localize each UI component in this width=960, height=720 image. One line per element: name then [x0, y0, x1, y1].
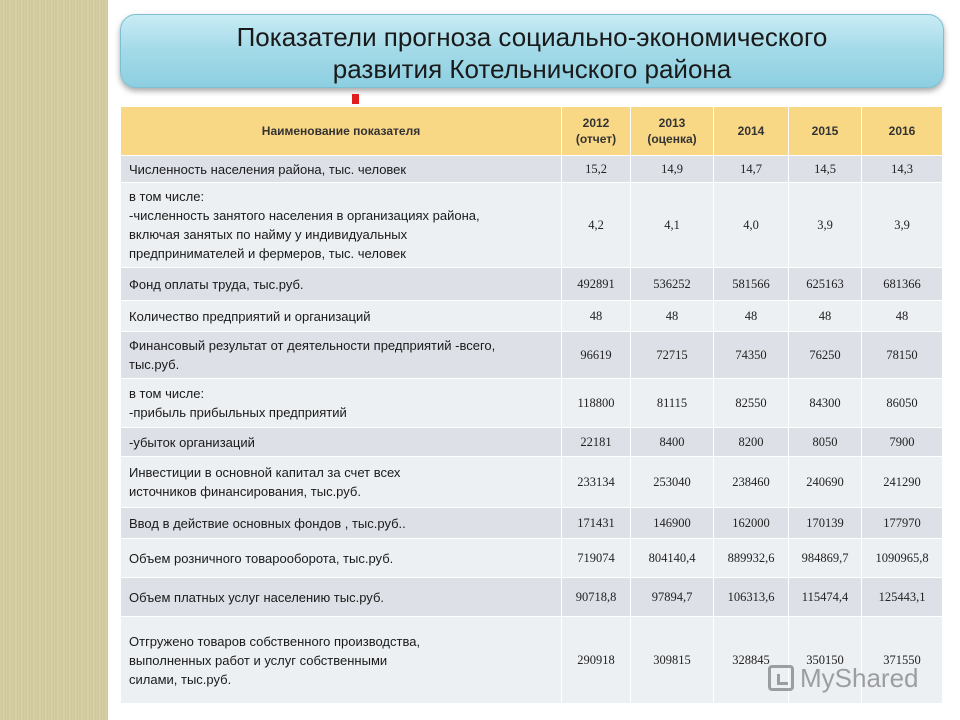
table-row	[121, 578, 942, 616]
row-label-line: Ввод в действие основных фондов , тыс.руб..	[129, 515, 406, 531]
header-indicator-name: Наименование показателя	[121, 107, 561, 155]
cell-2016: 177970	[862, 508, 942, 538]
cell-2015: 14,5	[789, 156, 861, 182]
cell-2015: 48	[789, 301, 861, 331]
row-label-line: источников финансирования, тыс.руб.	[129, 484, 361, 499]
header-2012	[562, 107, 630, 155]
table-header-row	[121, 107, 942, 155]
cell-2014: 889932,6	[714, 539, 788, 577]
cell-2013: 146900	[631, 508, 713, 538]
table-row	[121, 508, 942, 538]
header-2012-note: (отчет)	[575, 132, 617, 146]
row-label-line: -убыток организаций	[129, 434, 255, 450]
cell-2012: 719074	[562, 539, 630, 577]
cell-2013: 309815	[631, 617, 713, 703]
cell-2016: 48	[862, 301, 942, 331]
cell-2014: 328845	[714, 617, 788, 703]
table-row	[121, 332, 942, 378]
cell-2015: 625163	[789, 268, 861, 300]
cell-2015: 115474,4	[789, 578, 861, 616]
decorative-red-mark	[352, 94, 359, 104]
row-label	[121, 156, 561, 182]
cell-2016: 371550	[862, 617, 942, 703]
row-label-line: Финансовый результат от деятельности предприятий -всего,	[129, 338, 496, 353]
table-row	[121, 156, 942, 182]
row-label-line: предпринимателей и фермеров, тыс. человек	[129, 246, 406, 261]
cell-2013: 536252	[631, 268, 713, 300]
cell-2013: 8400	[631, 428, 713, 456]
cell-2013: 253040	[631, 457, 713, 507]
table-row	[121, 301, 942, 331]
table-row	[121, 268, 942, 300]
cell-2013: 97894,7	[631, 578, 713, 616]
row-label-line: тыс.руб.	[129, 357, 180, 372]
cell-2014: 106313,6	[714, 578, 788, 616]
cell-2015: 76250	[789, 332, 861, 378]
row-label-line: Отгружено товаров собственного производства,	[129, 633, 421, 649]
table-row	[121, 379, 942, 427]
cell-2014: 4,0	[714, 183, 788, 267]
header-2015: 2015	[789, 107, 861, 155]
cell-2013: 81115	[631, 379, 713, 427]
cell-2012: 48	[562, 301, 630, 331]
cell-2012: 290918	[562, 617, 630, 703]
row-label-line: Объем розничного товарооборота, тыс.руб.	[129, 550, 394, 566]
cell-2012: 15,2	[562, 156, 630, 182]
cell-2013: 4,1	[631, 183, 713, 267]
cell-2016: 681366	[862, 268, 942, 300]
cell-2014: 14,7	[714, 156, 788, 182]
cell-2015: 84300	[789, 379, 861, 427]
cell-2015: 350150	[789, 617, 861, 703]
cell-2012: 492891	[562, 268, 630, 300]
row-label-line: выполненных работ и услуг собственными	[129, 652, 388, 668]
cell-2014: 74350	[714, 332, 788, 378]
row-label	[121, 539, 561, 577]
row-label-line: силами, тыс.руб.	[129, 671, 232, 687]
row-label-line: -численность занятого населения в организациях района,	[129, 208, 480, 223]
cell-2012: 233134	[562, 457, 630, 507]
header-2016: 2016	[862, 107, 942, 155]
cell-2014: 48	[714, 301, 788, 331]
cell-2012: 96619	[562, 332, 630, 378]
decorative-side-strip	[0, 0, 108, 720]
row-label	[121, 428, 561, 456]
cell-2014: 162000	[714, 508, 788, 538]
header-2012-year: 2012	[582, 116, 610, 130]
table-row	[121, 183, 942, 267]
row-label	[121, 268, 561, 300]
page-title	[120, 14, 944, 88]
row-label-line: Объем платных услуг населению тыс.руб.	[129, 589, 385, 605]
cell-2015: 240690	[789, 457, 861, 507]
cell-2016: 125443,1	[862, 578, 942, 616]
cell-2012: 90718,8	[562, 578, 630, 616]
cell-2016: 241290	[862, 457, 942, 507]
cell-2012: 4,2	[562, 183, 630, 267]
row-label	[121, 617, 561, 703]
cell-2016: 14,3	[862, 156, 942, 182]
cell-2015: 984869,7	[789, 539, 861, 577]
forecast-table	[120, 106, 943, 704]
table-body	[121, 156, 942, 703]
row-label	[121, 332, 561, 378]
cell-2014: 8200	[714, 428, 788, 456]
cell-2013: 14,9	[631, 156, 713, 182]
cell-2016: 86050	[862, 379, 942, 427]
header-2013-note: (оценка)	[647, 132, 697, 146]
row-label	[121, 578, 561, 616]
row-label-line: Инвестиции в основной капитал за счет всех	[129, 465, 401, 480]
cell-2016: 78150	[862, 332, 942, 378]
header-2014: 2014	[714, 107, 788, 155]
cell-2013: 72715	[631, 332, 713, 378]
row-label-line: в том числе:	[129, 386, 205, 401]
row-label-line: Численность населения района, тыс. человек	[129, 161, 407, 177]
row-label-line: в том числе:	[129, 189, 205, 204]
title-line-2: развития Котельничского района	[332, 54, 732, 84]
cell-2015: 8050	[789, 428, 861, 456]
cell-2016: 1090965,8	[862, 539, 942, 577]
row-label-line: включая занятых по найму у индивидуальных	[129, 227, 408, 242]
cell-2013: 48	[631, 301, 713, 331]
cell-2015: 3,9	[789, 183, 861, 267]
watermark-text: MyShared	[800, 663, 919, 693]
row-label	[121, 457, 561, 507]
watermark	[768, 660, 958, 696]
cell-2014: 581566	[714, 268, 788, 300]
row-label	[121, 301, 561, 331]
watermark-logo-icon	[768, 665, 794, 691]
cell-2014: 238460	[714, 457, 788, 507]
table-row	[121, 457, 942, 507]
cell-2016: 3,9	[862, 183, 942, 267]
header-2013-year: 2013	[658, 116, 686, 130]
header-2013	[631, 107, 713, 155]
row-label-line: -прибыль прибыльных предприятий	[129, 405, 347, 420]
cell-2014: 82550	[714, 379, 788, 427]
row-label-line: Количество предприятий и организаций	[129, 308, 371, 324]
cell-2013: 804140,4	[631, 539, 713, 577]
cell-2012: 118800	[562, 379, 630, 427]
row-label-line: Фонд оплаты труда, тыс.руб.	[129, 276, 304, 292]
cell-2012: 22181	[562, 428, 630, 456]
row-label	[121, 379, 561, 427]
table-row	[121, 539, 942, 577]
cell-2012: 171431	[562, 508, 630, 538]
table-row	[121, 428, 942, 456]
cell-2016: 7900	[862, 428, 942, 456]
row-label	[121, 183, 561, 267]
row-label	[121, 508, 561, 538]
cell-2015: 170139	[789, 508, 861, 538]
title-line-1: Показатели прогноза социально-экономического	[236, 22, 828, 52]
